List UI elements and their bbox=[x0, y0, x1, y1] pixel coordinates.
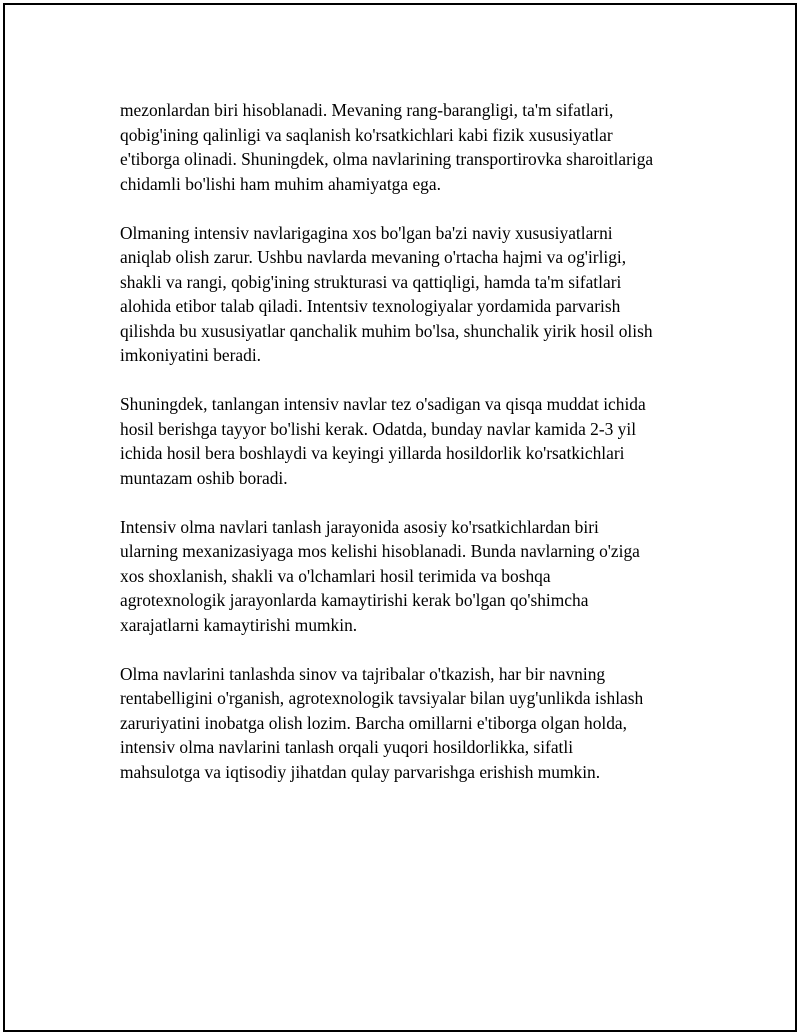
paragraph-3: Shuningdek, tanlangan intensiv navlar tez o'sadigan va qisqa muddat ichida hosil berishga tayyor bo'lishi kerak. Odatda, bunday navlar kamida 2-3 yil ichida hosil bera boshlaydi va keyingi yillarda hosildorlik ko'rsatkichlari muntazam oshib boradi. bbox=[120, 394, 646, 488]
paragraph-5: Olma navlarini tanlashda sinov va tajribalar o'tkazish, har bir navning rentabelligini o'rganish, agrotexnologik tavsiyalar bilan uyg'unlikda ishlash zaruriyatini inobatga olish lozim. Barcha omillarni e'tiborga olgan holda, intensiv olma navlarini tanlash orqali yuqori hosildorlikka, sifatli mahsulotga va iqtisodiy jihatdan qulay parvarishga erishish mumkin. bbox=[120, 663, 644, 782]
page-frame bbox=[3, 3, 797, 1032]
paragraph-2: Olmaning intensiv navlarigagina xos bo'lgan ba'zi naviy xususiyatlarni aniqlab olish zarur. Ushbu navlarda mevaning o'rtacha hajmi va og'irligi, shakli va rangi, qobig'ining strukturasi va qattiqligi, hamda ta'm sifatlari alohida etibor talab qiladi. Intentsiv texnologiyalar yordamida parvarish qilishda bu xususiyatlar qanchalik muhim bo'lsa, shunchalik yirik hosil olish imkoniyatini beradi. bbox=[120, 222, 653, 365]
paragraph-4: Intensiv olma navlari tanlash jarayonida asosiy ko'rsatkichlardan biri ularning mexanizasiyaga mos kelishi hisoblanadi. Bunda navlarning o'ziga xos shoxlanish, shakli va o'lchamlari hosil terimida va boshqa agrotexnologik jarayonlarda kamaytirishi kerak bo'lgan qo'shimcha xarajatlarni kamaytirishi mumkin. bbox=[120, 516, 640, 635]
document-body bbox=[120, 98, 710, 809]
paragraph-1: mezonlardan biri hisoblanadi. Mevaning rang-barangligi, ta'm sifatlari, qobig'ining qalinligi va saqlanish ko'rsatkichlari kabi fizik xususiyatlar e'tiborga olinadi. Shuningdek, olma navlarining transportirovka sharoitlariga chidamli bo'lishi ham muhim ahamiyatga ega. bbox=[120, 100, 654, 194]
